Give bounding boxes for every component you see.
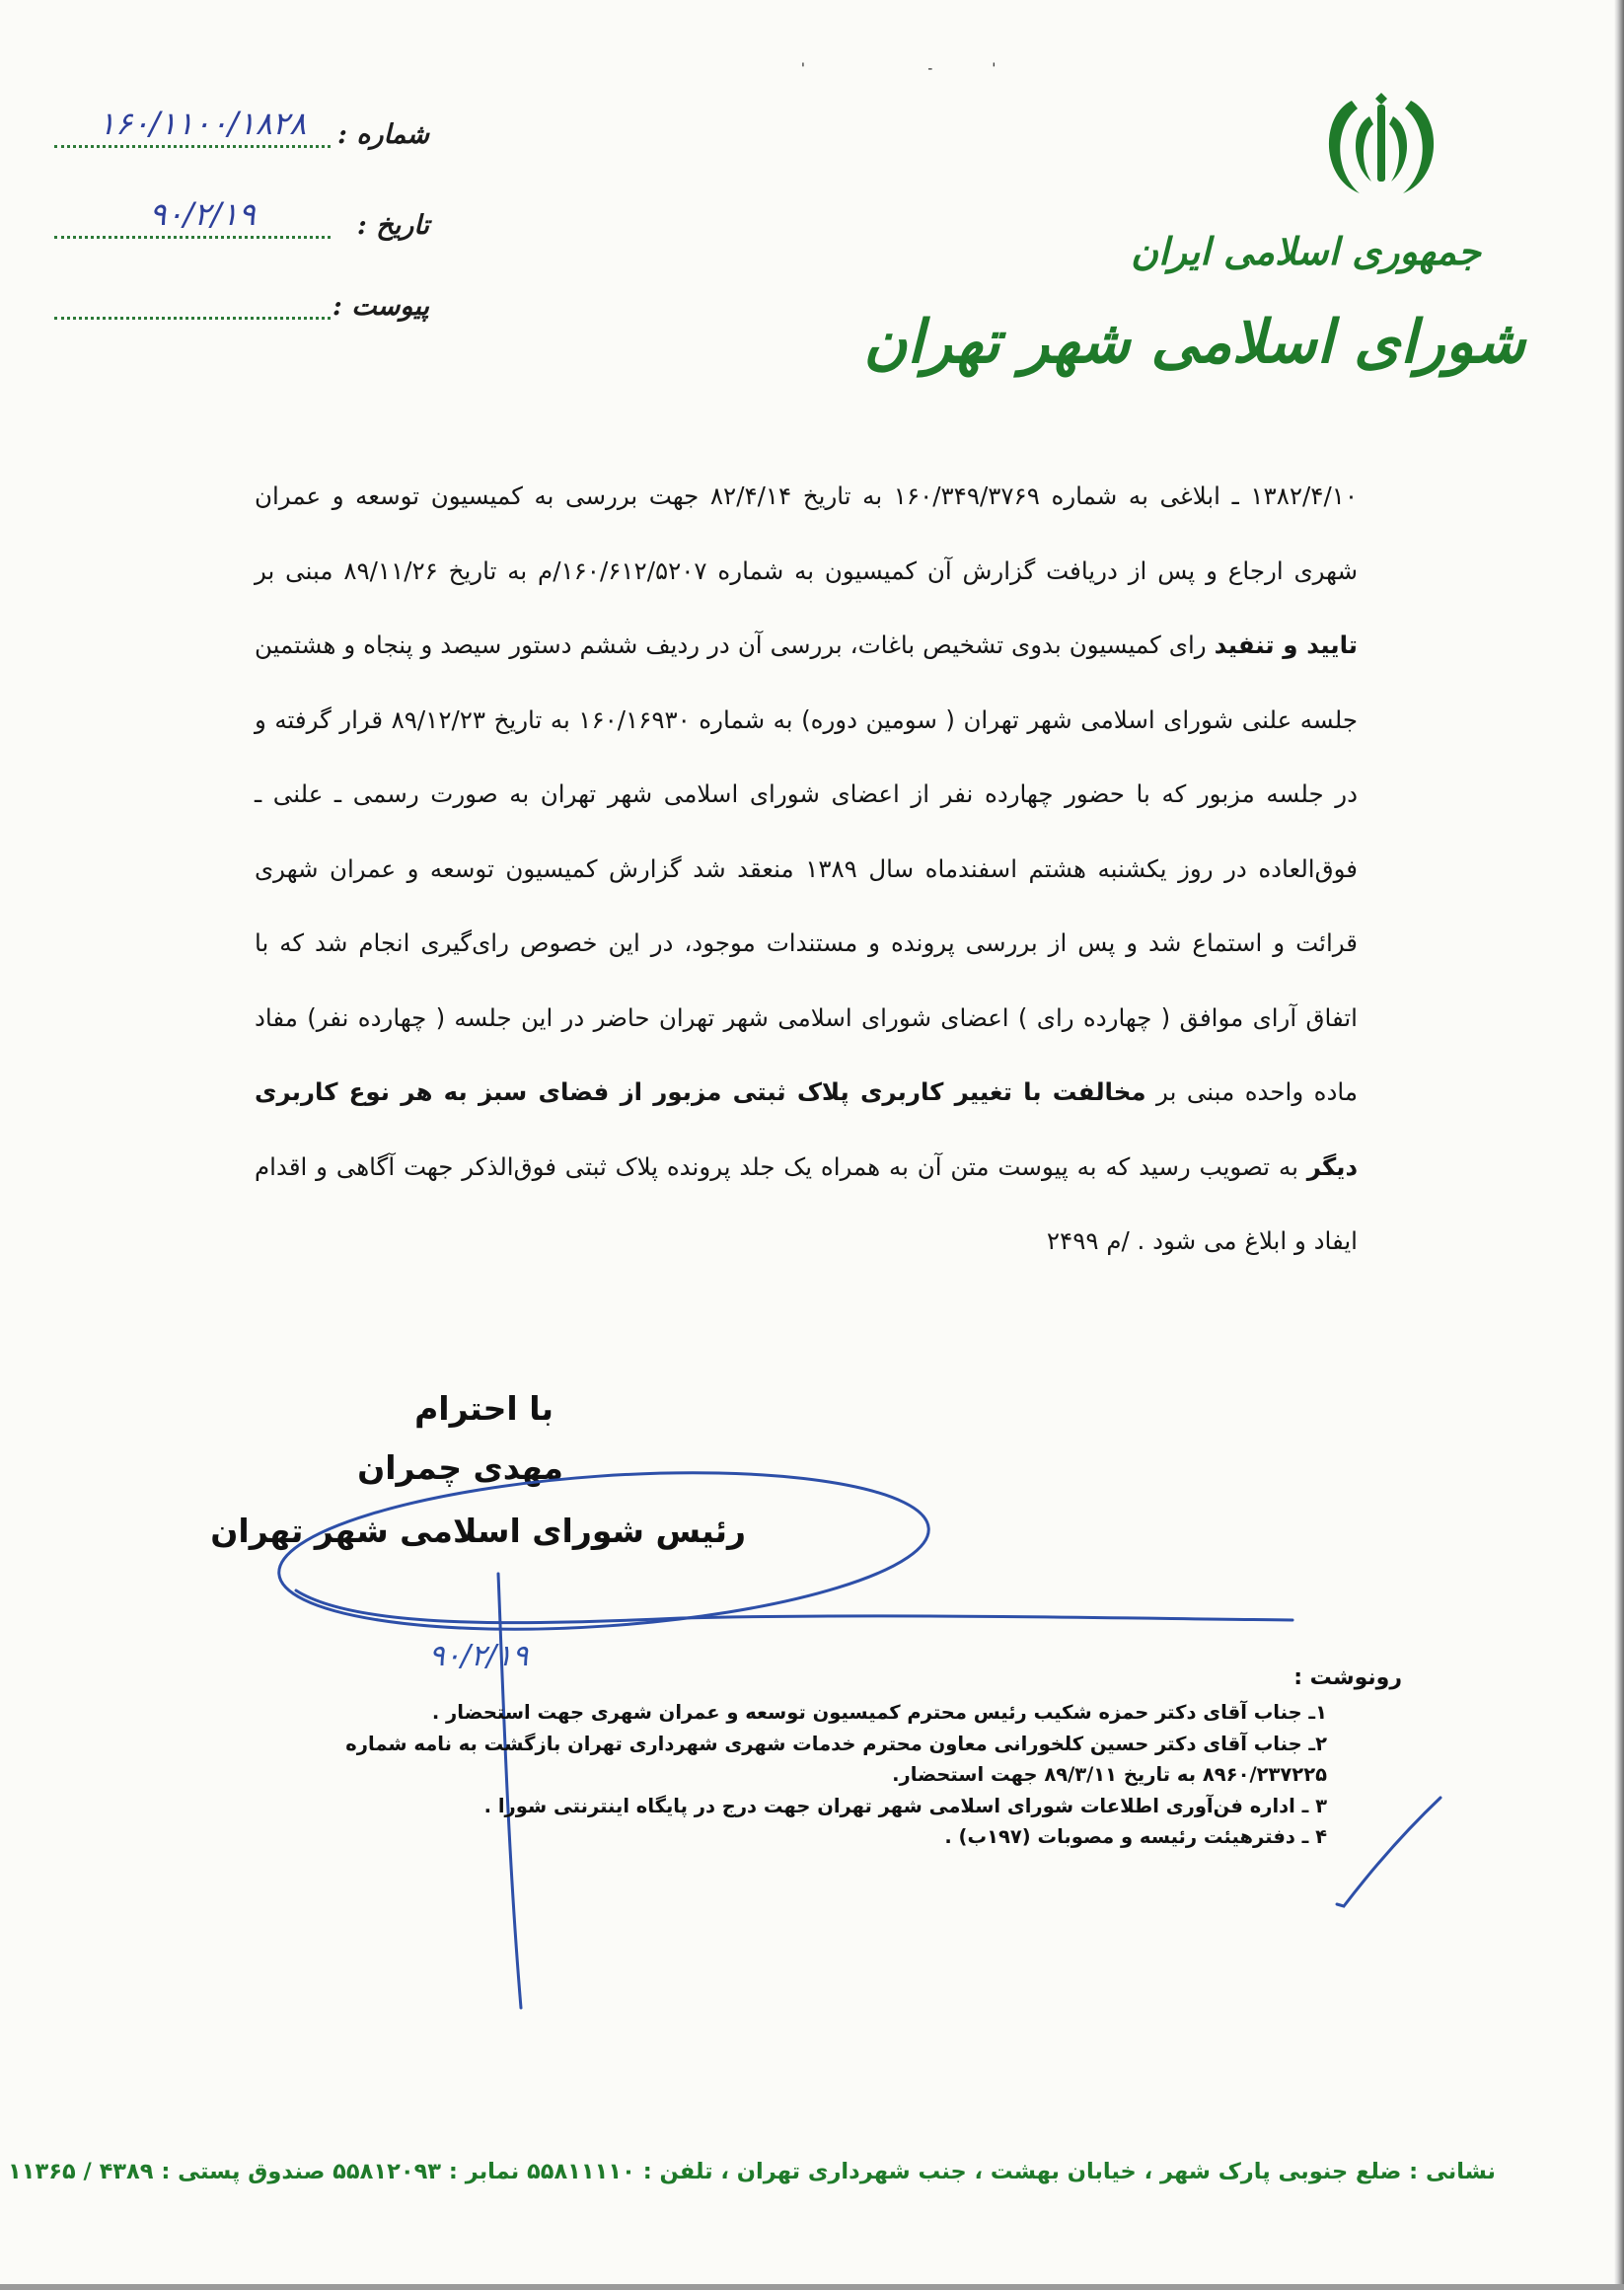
handwritten-date: ۹۰/۲/۱۹: [428, 1639, 529, 1673]
body-part-1: ۱۳۸۲/۴/۱۰ ـ ابلاغی به شماره ۱۶۰/۳۴۹/۳۷۶۹ به تاریخ ۸۲/۴/۱۴ جهت بررسی به کمیسیون توسعه و عمران شهری ارجاع و پس از دریافت گزارش آن کمیسیون به شماره ۱۶۰/۶۱۲/۵۲۰۷/م به تاریخ ۸۹/۱۱/۲۶ مبنی بر: [255, 481, 1359, 585]
attachment-label: پیوست :: [332, 291, 429, 322]
letter-number: ۱۶۰/۱۱۰۰/۱۸۲۸: [98, 105, 307, 142]
org-name-council: شورای اسلامی شهر تهران: [863, 308, 1525, 377]
number-label: شماره :: [336, 119, 429, 150]
signer-name: مهدی چمران: [357, 1448, 563, 1487]
org-name-country: جمهوری اسلامی ایران: [1131, 229, 1481, 273]
cc-title: رونوشت :: [1293, 1665, 1402, 1690]
body-bold-1: تایید و تنفید: [1214, 630, 1359, 659]
body-bold-2: مخالفت با تغییر کاربری پلاک ثبتی مزبور از فضای سبز به هر نوع کاربری دیگر: [255, 1077, 1359, 1181]
cc-list: [252, 1697, 1327, 1853]
cc-item: ۲ـ جناب آقای دکتر حسین کلخورانی معاون محترم خدمات شهری شهرداری تهران بازگشت به نامه شماره ۸۹۶۰/۲۳۷۲۲۵ به تاریخ ۸۹/۳/۱۱ جهت استحضار.: [345, 1732, 1327, 1786]
scan-marks: ' -': [801, 61, 1056, 77]
body-part-3: به تصویب رسید که به پیوست متن آن به همراه یک جلد پرونده پلاک ثبتی فوق‌الذکر جهت آگاهی و اقدام ایفاد و ابلاغ می شود . /م ۲۴۹۹: [255, 1151, 1358, 1255]
body-part-2: رای کمیسیون بدوی تشخیص باغات، بررسی آن در ردیف ششم دستور سیصد و پنجاه و هشتمین جلسه علنی شورای اسلامی شهر تهران ( سومین دوره) به شماره ۱۶۰/۱۶۹۳۰ به تاریخ ۸۹/۱۲/۲۳ قرار گرفته و در جلسه مزبور که با حضور چهارده نفر از اعضای شورای اسلامی شهر تهران به صورت رسمی ـ علنی ـ فوق‌العاده در روز یکشنبه هشتم اسفندماه سال ۱۳۸۹ منعقد شد گزارش کمیسیون توسعه و عمران شهری قرائت و استماع شد و پس از بررسی پرونده و مستندات موجود، در این خصوص رای‌گیری انجام شد که با اتفاق آرای موافق ( چهارده رای ) اعضای شورای اسلامی شهر تهران حاضر در این جلسه ( چهارده نفر) مفاد ماده واحده مبنی بر: [255, 630, 1358, 1106]
letter-date: ۹۰/۲/۱۹: [149, 195, 256, 233]
footer-address: نشانی : ضلع جنوبی پارک شهر ، خیابان بهشت ، جنب شهرداری تهران ، تلفن : ۵۵۸۱۱۱۱۰ نمابر : ۵۵۸۱۲۰۹۳ صندوق پستی : ۴۳۸۹ / ۱۱۳۶۵: [8, 2159, 1496, 2184]
closing: با احترام: [414, 1389, 554, 1428]
cc-item: ۴ ـ دفترهیئت رئیسه و مصوبات (۱۹۷ب) .: [944, 1825, 1327, 1848]
date-label: تاریخ :: [356, 210, 429, 241]
signer-title: رئیس شورای اسلامی شهر تهران: [210, 1512, 746, 1550]
cc-item: ۱ـ جناب آقای دکتر حمزه شکیب رئیس محترم کمیسیون توسعه و عمران شهری جهت استحضار .: [431, 1701, 1327, 1724]
cc-item: ۳ ـ اداره فن‌آوری اطلاعات شورای اسلامی شهر تهران جهت درج در پایگاه اینترنتی شورا .: [483, 1794, 1327, 1817]
